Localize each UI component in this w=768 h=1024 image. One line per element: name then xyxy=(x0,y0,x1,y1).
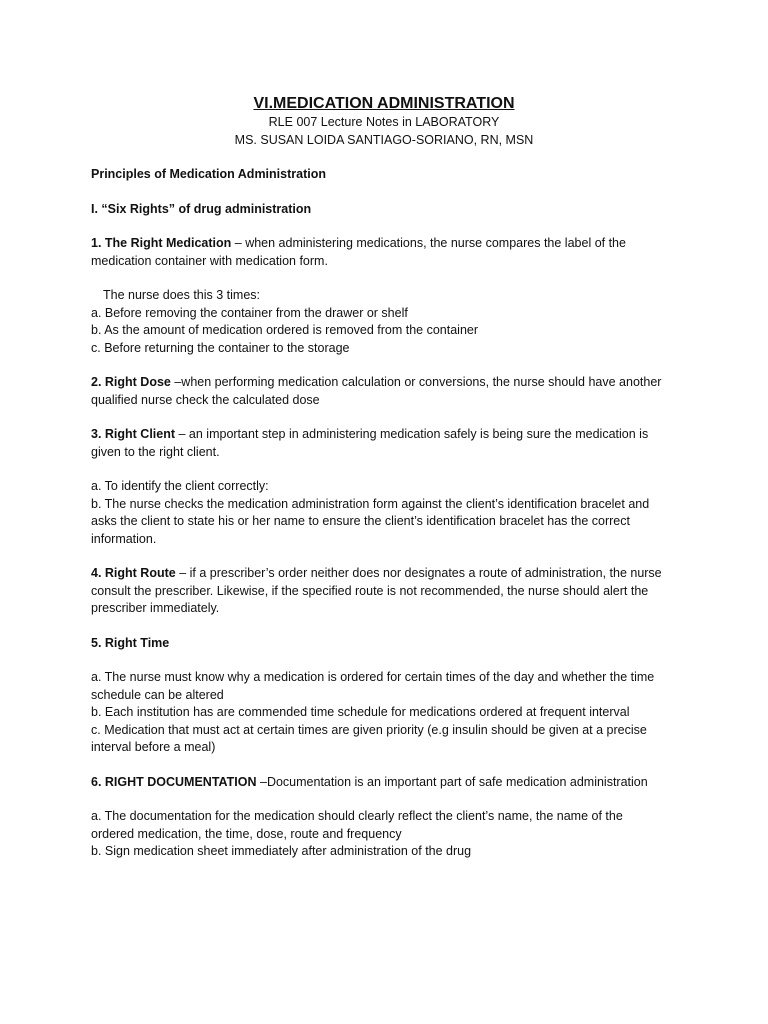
course-subtitle: RLE 007 Lecture Notes in LABORATORY xyxy=(268,115,500,129)
list-item: a. The nurse must know why a medication is ordered for certain times of the day and whether the time xyxy=(91,670,655,684)
right-client-line2: given to the right client. xyxy=(91,444,220,459)
right-client-text: – an important step in administering medication safely is being sure the medication is xyxy=(175,427,649,441)
list-item-continued: information. xyxy=(91,531,157,546)
list-item: a. Before removing the container from the drawer or shelf xyxy=(91,305,408,320)
right-medication-text: – when administering medications, the nurse compares the label of the xyxy=(231,236,626,250)
right-route-line3: prescriber immediately. xyxy=(91,601,220,615)
right-route-label: 4. Right Route xyxy=(91,566,176,580)
right-dose-line2: qualified nurse check the calculated dose xyxy=(91,392,320,407)
section-heading: Principles of Medication Administration xyxy=(91,167,326,181)
right-medication-paragraph xyxy=(91,235,691,253)
six-rights-heading: I. “Six Rights” of drug administration xyxy=(91,201,312,216)
list-item-continued: schedule can be altered xyxy=(91,687,224,702)
list-item-continued: ordered medication, the time, dose, route and frequency xyxy=(91,826,402,841)
right-documentation-paragraph xyxy=(91,774,691,792)
document-body xyxy=(91,166,691,861)
right-dose-text: –when performing medication calculation or conversions, the nurse should have another xyxy=(170,375,662,389)
right-documentation-text: –Documentation is an important part of safe medication administration xyxy=(256,774,648,789)
right-route-line2: consult the prescriber. Likewise, if the specified route is not recommended, the nurse should alert the xyxy=(91,583,649,598)
right-dose-label: 2. Right Dose xyxy=(91,375,171,389)
document-header xyxy=(0,94,768,149)
right-route-text: – if a prescriber’s order neither does nor designates a route of administration, the nurse xyxy=(175,566,662,580)
document-title: VI.MEDICATION ADMINISTRATION xyxy=(253,95,515,112)
right-dose-paragraph xyxy=(91,374,691,392)
right-client-label: 3. Right Client xyxy=(91,427,176,441)
author-line: MS. SUSAN LOIDA SANTIAGO-SORIANO, RN, MSN xyxy=(234,132,534,147)
right-client-paragraph xyxy=(91,426,691,444)
right-medication-label: 1. The Right Medication xyxy=(91,236,232,250)
right-documentation-label: 6. RIGHT DOCUMENTATION xyxy=(91,774,257,789)
list-item: b. As the amount of medication ordered is removed from the container xyxy=(91,323,479,337)
list-item: b. The nurse checks the medication administration form against the client’s identification bracelet and xyxy=(91,496,650,511)
list-item: a. To identify the client correctly: xyxy=(91,479,269,493)
right-medication-line2: medication container with medication form. xyxy=(91,253,328,268)
list-item: b. Sign medication sheet immediately after administration of the drug xyxy=(91,844,472,858)
list-item-continued: interval before a meal) xyxy=(91,740,216,754)
list-item: c. Before returning the container to the storage xyxy=(91,340,350,355)
list-item: b. Each institution has are commended time schedule for medications ordered at frequent interval xyxy=(91,705,630,719)
right-route-paragraph xyxy=(91,565,691,583)
list-item-continued: asks the client to state his or her name to ensure the client’s identification bracelet has the correct xyxy=(91,514,630,528)
list-item: c. Medication that must act at certain times are given priority (e.g insulin should be given at a precise xyxy=(91,722,647,737)
right-time-label: 5. Right Time xyxy=(91,635,170,650)
list-item: a. The documentation for the medication should clearly reflect the client’s name, the name of the xyxy=(91,809,623,823)
nurse-three-times-intro: The nurse does this 3 times: xyxy=(103,288,261,302)
